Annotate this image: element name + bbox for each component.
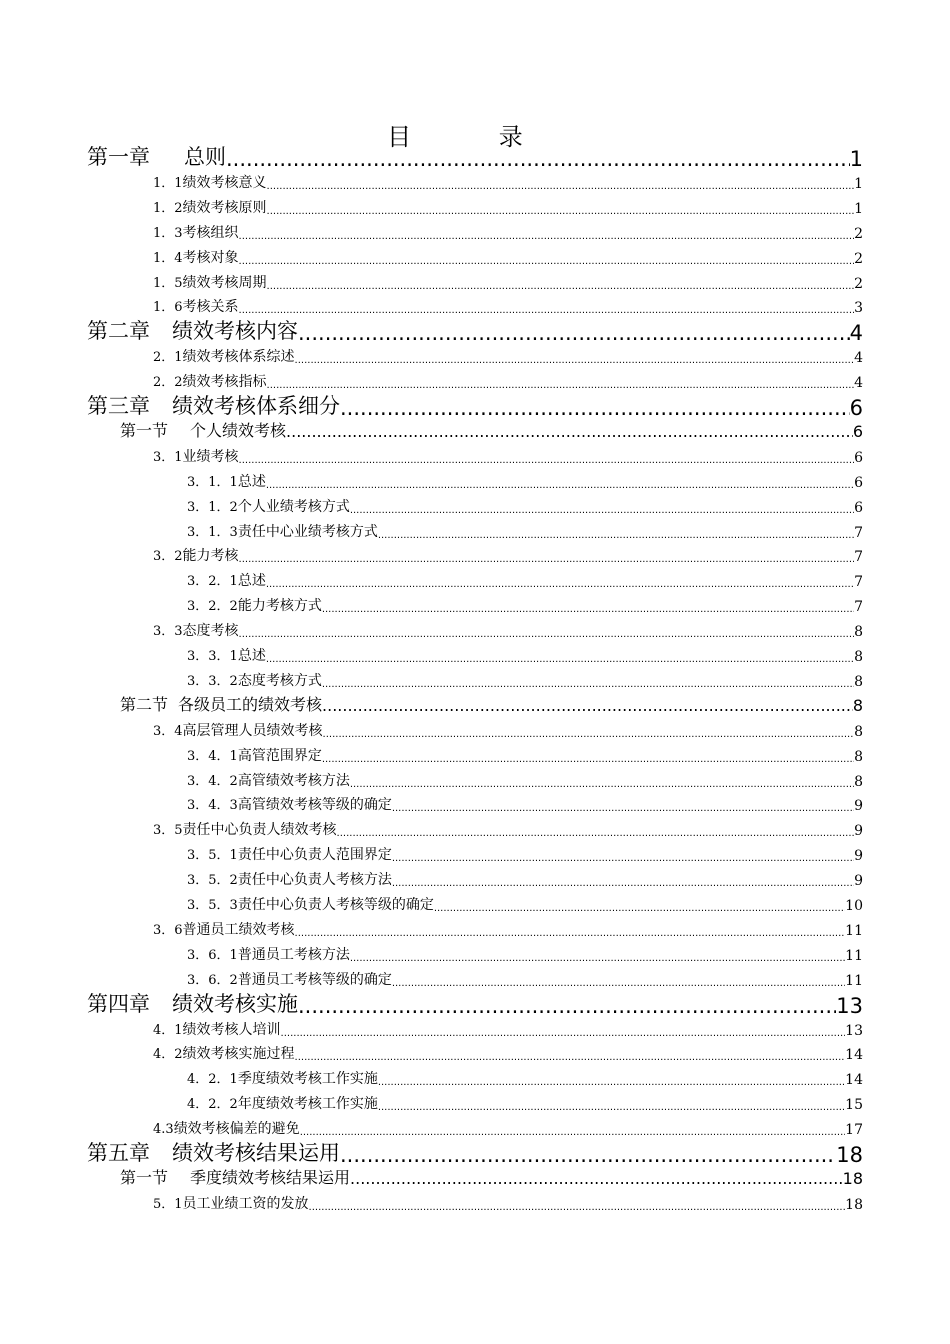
entry-title: 总述	[237, 573, 266, 590]
page-number: 9	[854, 823, 863, 840]
page-number: 7	[854, 599, 863, 616]
dot-leader	[350, 505, 854, 516]
section-number: 3．4．1	[187, 748, 238, 764]
dot-leader	[392, 853, 854, 864]
section-number: 2．1	[153, 350, 183, 366]
toc-entry-section[interactable]	[120, 691, 863, 715]
toc-entry-sub[interactable]	[153, 342, 863, 366]
page-number: 6	[849, 396, 863, 420]
dot-leader	[323, 729, 855, 740]
dot-leader	[239, 455, 855, 466]
page-number: 8	[854, 649, 863, 665]
page-number: 7	[854, 574, 863, 591]
entry-title: 绩效考核实施过程	[182, 1046, 295, 1063]
section-label: 第一节	[120, 420, 169, 440]
dot-leader	[267, 380, 855, 391]
section-number: 3．6．2	[187, 972, 238, 988]
page-number: 2	[854, 250, 863, 267]
chapter-label: 第一章	[87, 145, 150, 169]
toc-entry-chapter[interactable]	[87, 143, 863, 171]
toc-entry-sub[interactable]	[153, 915, 863, 939]
toc-entry-sub[interactable]	[153, 716, 863, 740]
dot-leader	[337, 828, 855, 839]
entry-title: 绩效考核原则	[182, 199, 267, 216]
section-number: 3．2	[153, 549, 183, 565]
section-number: 5．1	[153, 1196, 183, 1212]
entry-title: 高管绩效考核等级的确定	[237, 797, 392, 814]
dot-leader	[239, 305, 855, 316]
entry-title: 总述	[237, 473, 266, 490]
section-number: 1．4	[153, 250, 183, 266]
entry-title: 总述	[237, 648, 266, 664]
page-number: 18	[842, 1168, 863, 1188]
dot-leader	[295, 355, 855, 366]
dot-leader	[281, 1028, 846, 1039]
toc-entry-chapter[interactable]	[87, 392, 863, 420]
dot-leader	[322, 696, 853, 715]
dot-leader	[350, 953, 845, 964]
toc-entry-section[interactable]	[120, 1164, 863, 1188]
dot-leader	[322, 754, 854, 765]
entry-title: 责任中心负责人范围界定	[237, 847, 392, 864]
page-number: 8	[854, 624, 863, 641]
section-number: 3．5	[153, 823, 183, 839]
toc-entry-sub2[interactable]	[187, 940, 863, 964]
dot-leader	[392, 878, 854, 889]
section-number: 3．2．1	[187, 574, 238, 590]
page-number: 6	[854, 449, 863, 466]
page-number: 6	[854, 499, 863, 516]
entry-title: 普通员工绩效考核	[182, 921, 295, 938]
dot-leader	[392, 978, 845, 989]
page-number: 1	[854, 175, 863, 192]
section-number: 3．4	[153, 723, 183, 739]
dot-leader	[239, 231, 855, 242]
dot-leader	[392, 803, 854, 814]
toc-entry-sub[interactable]	[153, 1015, 863, 1039]
toc-entry-sub2[interactable]	[187, 1089, 863, 1113]
section-title: 季度绩效考核结果运用	[190, 1167, 351, 1187]
toc-entry-sub2[interactable]	[187, 790, 863, 814]
dot-leader	[266, 654, 854, 665]
entry-title: 绩效考核意义	[182, 174, 267, 191]
section-number: 2．2	[153, 375, 183, 391]
dot-leader	[378, 1077, 845, 1088]
section-number: 3．1	[153, 449, 183, 465]
entry-title: 个人业绩考核方式	[237, 498, 350, 515]
chapter-title: 绩效考核体系细分	[172, 394, 340, 418]
toc-entry-sub[interactable]	[153, 616, 863, 640]
chapter-label: 第四章	[87, 991, 150, 1016]
section-number: 4．1	[153, 1022, 183, 1038]
page-number: 3	[854, 300, 863, 317]
chapter-title: 绩效考核结果运用	[172, 1141, 340, 1165]
toc-entry-sub[interactable]	[153, 1189, 863, 1213]
chapter-title: 总则	[184, 145, 226, 169]
entry-title: 能力考核方式	[237, 598, 322, 615]
toc-entry-sub[interactable]	[153, 541, 863, 565]
dot-leader	[239, 256, 855, 267]
toc-title: 目 录	[387, 123, 563, 151]
section-number: 3．5．1	[187, 848, 238, 864]
section-number: 3．5．3	[187, 898, 238, 913]
toc-entry-sub2[interactable]	[187, 666, 863, 690]
page-number: 9	[854, 848, 863, 865]
page-number: 11	[845, 972, 863, 989]
section-title: 各级员工的绩效考核	[178, 694, 323, 714]
chapter-title: 绩效考核实施	[172, 991, 298, 1016]
entry-title: 高层管理人员绩效考核	[182, 722, 323, 739]
page-number: 11	[845, 922, 863, 939]
toc-entry-sub2[interactable]	[187, 766, 863, 790]
entry-title: 高管绩效考核方法	[237, 772, 350, 789]
section-number: 3．6	[153, 922, 183, 938]
toc-entry-sub2[interactable]	[187, 741, 863, 765]
toc-entry-sub2[interactable]	[187, 591, 863, 615]
toc-entry-sub2[interactable]	[187, 641, 863, 665]
page-number: 18	[845, 1196, 863, 1213]
toc-entry-sub2[interactable]	[187, 890, 863, 914]
page-number: 13	[836, 993, 863, 1018]
dot-leader	[322, 604, 854, 615]
page-number: 14	[845, 1072, 863, 1089]
entry-title: 考核关系	[182, 299, 239, 316]
page-number: 14	[845, 1047, 863, 1064]
section-number: 3．3	[153, 624, 183, 640]
page-number: 1	[854, 200, 863, 217]
toc-entry-sub[interactable]	[153, 218, 863, 242]
entry-title: 绩效考核周期	[182, 274, 267, 291]
toc-entry-sub[interactable]	[153, 1114, 863, 1138]
page-number: 4	[849, 321, 863, 346]
page-number: 7	[854, 524, 863, 541]
section-number: 4.3	[153, 1122, 174, 1138]
section-number: 3．3．2	[187, 673, 238, 689]
entry-title: 责任中心负责人绩效考核	[182, 822, 337, 839]
toc-entry-sub[interactable]	[153, 193, 863, 217]
page-number: 8	[854, 723, 863, 740]
toc-entry-sub[interactable]	[153, 243, 863, 267]
section-number: 3．6．1	[187, 947, 238, 963]
entry-title: 责任中心业绩考核方式	[237, 523, 378, 540]
dot-leader	[434, 903, 845, 914]
chapter-label: 第五章	[87, 1141, 150, 1165]
entry-title: 普通员工考核方法	[237, 946, 350, 963]
chapter-label: 第二章	[87, 319, 150, 344]
toc-entry-sub[interactable]	[153, 268, 863, 292]
dot-leader	[350, 1169, 843, 1188]
dot-leader	[266, 480, 854, 491]
toc-entry-sub2[interactable]	[187, 840, 863, 864]
page-number: 7	[854, 549, 863, 566]
page-number: 10	[845, 898, 863, 914]
entry-title: 绩效考核偏差的避免	[173, 1121, 300, 1138]
entry-title: 责任中心负责人考核方法	[237, 872, 392, 889]
page-number: 17	[845, 1122, 863, 1139]
page-number: 9	[854, 798, 863, 815]
dot-leader	[295, 1052, 846, 1063]
toc-entry-sub2[interactable]	[187, 1064, 863, 1088]
section-label: 第二节	[120, 694, 169, 714]
dot-leader	[295, 928, 846, 939]
entry-title: 绩效考核人培训	[182, 1021, 281, 1038]
toc-entry-chapter[interactable]	[87, 317, 863, 345]
page-number: 8	[854, 773, 863, 790]
section-number: 4．2．1	[187, 1072, 238, 1088]
section-number: 3．5．2	[187, 873, 238, 889]
entry-title: 普通员工考核等级的确定	[237, 971, 392, 988]
page-number: 18	[836, 1143, 863, 1167]
section-number: 1．2	[153, 200, 183, 216]
entry-title: 能力考核	[182, 548, 239, 565]
toc-entry-sub[interactable]	[153, 367, 863, 391]
dot-leader	[322, 679, 854, 690]
page-number: 11	[845, 947, 863, 964]
entry-title: 业绩考核	[182, 448, 239, 465]
toc-entry-sub2[interactable]	[187, 467, 863, 491]
toc-entry-sub[interactable]	[153, 442, 863, 466]
entry-title: 责任中心负责人考核等级的确定	[237, 897, 434, 913]
chapter-label: 第三章	[87, 394, 150, 418]
page-number: 1	[849, 147, 863, 171]
chapter-title: 绩效考核内容	[172, 319, 298, 344]
entry-title: 员工业绩工资的发放	[182, 1195, 309, 1212]
section-number: 3．4．3	[187, 798, 238, 814]
toc-entry-sub[interactable]	[153, 1039, 863, 1063]
page-number: 8	[854, 673, 863, 690]
page-number: 2	[854, 275, 863, 292]
toc-entry-section[interactable]	[120, 417, 863, 441]
entry-title: 绩效考核指标	[182, 374, 267, 391]
section-number: 3．4．2	[187, 773, 238, 789]
page-number: 9	[854, 873, 863, 890]
section-number: 1．1	[153, 175, 183, 191]
entry-title: 态度考核方式	[237, 672, 322, 689]
dot-leader	[378, 530, 854, 541]
dot-leader	[309, 1202, 846, 1213]
toc-entry-chapter[interactable]	[87, 990, 863, 1018]
page-number: 13	[845, 1022, 863, 1039]
dot-leader	[266, 579, 854, 590]
dot-leader	[350, 779, 854, 790]
page-number: 6	[852, 421, 863, 441]
section-number: 3．1．1	[187, 474, 238, 490]
toc-entry-sub2[interactable]	[187, 517, 863, 541]
toc-entry-sub2[interactable]	[187, 965, 863, 989]
toc-entry-sub2[interactable]	[187, 492, 863, 516]
page-number: 8	[854, 748, 863, 765]
dot-leader	[239, 554, 855, 565]
page-number: 2	[854, 225, 863, 242]
section-number: 3．3．1	[187, 649, 238, 664]
section-number: 3．2．2	[187, 599, 238, 615]
toc-entry-sub2[interactable]	[187, 865, 863, 889]
page-number: 15	[845, 1097, 863, 1114]
toc-entry-sub[interactable]	[153, 815, 863, 839]
entry-title: 季度绩效考核工作实施	[237, 1071, 378, 1088]
section-number: 1．6	[153, 300, 183, 316]
toc-entry-sub[interactable]	[153, 168, 863, 192]
entry-title: 高管范围界定	[237, 747, 322, 764]
page-number: 6	[854, 474, 863, 491]
toc-entry-sub[interactable]	[153, 292, 863, 316]
page-number: 4	[854, 350, 863, 367]
section-title: 个人绩效考核	[190, 420, 287, 440]
entry-title: 态度考核	[182, 623, 239, 640]
dot-leader	[267, 206, 855, 217]
section-number: 3．1．3	[187, 524, 238, 540]
page-number: 4	[854, 375, 863, 392]
section-number: 3．1．2	[187, 499, 238, 515]
dot-leader	[239, 629, 855, 640]
entry-title: 绩效考核体系综述	[182, 349, 295, 366]
entry-title: 年度绩效考核工作实施	[237, 1096, 378, 1113]
dot-leader	[267, 181, 855, 192]
section-number: 1．5	[153, 275, 183, 291]
dot-leader	[300, 1127, 845, 1138]
section-label: 第一节	[120, 1167, 169, 1187]
toc-entry-sub2[interactable]	[187, 566, 863, 590]
section-number: 4．2	[153, 1047, 183, 1063]
entry-title: 考核对象	[182, 249, 239, 266]
page-number: 8	[852, 695, 863, 715]
dot-leader	[286, 422, 853, 441]
toc-entry-chapter[interactable]	[87, 1139, 863, 1167]
entry-title: 考核组织	[182, 224, 239, 241]
section-number: 1．3	[153, 225, 183, 241]
dot-leader	[267, 281, 855, 292]
dot-leader	[378, 1102, 845, 1113]
section-number: 4．2．2	[187, 1097, 238, 1113]
